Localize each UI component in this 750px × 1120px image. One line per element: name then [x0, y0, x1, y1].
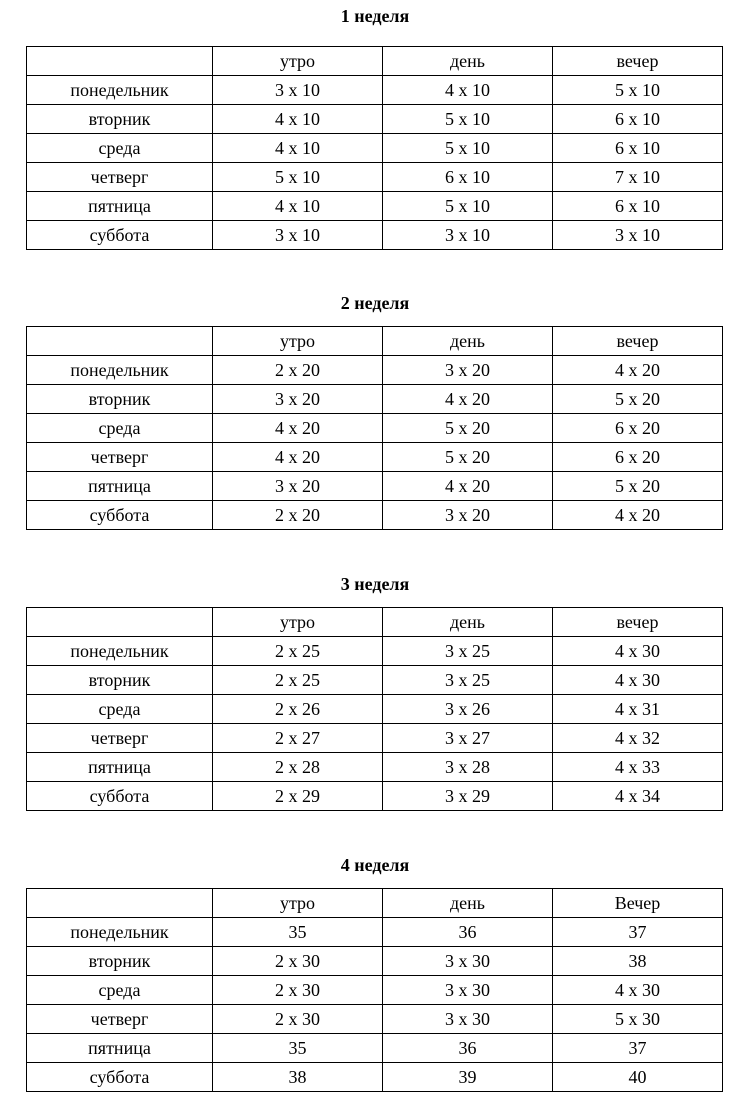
value-cell: 3 x 25 — [383, 666, 553, 695]
table-row — [27, 1005, 723, 1034]
value-cell: 3 x 28 — [383, 753, 553, 782]
header-cell: утро — [213, 47, 383, 76]
value-cell: 5 x 10 — [383, 134, 553, 163]
day-cell: суббота — [27, 221, 213, 250]
value-cell: 4 x 10 — [213, 192, 383, 221]
day-cell: вторник — [27, 385, 213, 414]
header-row — [27, 47, 723, 76]
value-cell: 5 x 30 — [553, 1005, 723, 1034]
value-cell: 3 x 29 — [383, 782, 553, 811]
schedule-table — [26, 46, 723, 250]
value-cell: 4 x 20 — [383, 472, 553, 501]
day-cell: понедельник — [27, 637, 213, 666]
value-cell: 3 x 20 — [383, 356, 553, 385]
value-cell: 5 x 20 — [383, 414, 553, 443]
value-cell: 5 x 20 — [383, 443, 553, 472]
value-cell: 4 x 30 — [553, 666, 723, 695]
value-cell: 6 x 10 — [553, 134, 723, 163]
value-cell: 35 — [213, 918, 383, 947]
table-row — [27, 163, 723, 192]
table-row — [27, 192, 723, 221]
header-cell — [27, 608, 213, 637]
header-cell: вечер — [553, 47, 723, 76]
header-cell — [27, 327, 213, 356]
header-cell: день — [383, 327, 553, 356]
value-cell: 4 x 10 — [213, 134, 383, 163]
value-cell: 5 x 10 — [553, 76, 723, 105]
week-title: 4 неделя — [340, 855, 410, 875]
table-row — [27, 695, 723, 724]
value-cell: 4 x 20 — [213, 443, 383, 472]
table-row — [27, 356, 723, 385]
table-row — [27, 1063, 723, 1092]
header-cell: утро — [213, 327, 383, 356]
value-cell: 4 x 10 — [383, 76, 553, 105]
schedule-table — [26, 607, 723, 811]
table-row — [27, 443, 723, 472]
value-cell: 4 x 30 — [553, 637, 723, 666]
table-row — [27, 414, 723, 443]
header-row — [27, 327, 723, 356]
header-row — [27, 889, 723, 918]
table-row — [27, 637, 723, 666]
value-cell: 4 x 20 — [383, 385, 553, 414]
header-cell: утро — [213, 889, 383, 918]
day-cell: вторник — [27, 105, 213, 134]
value-cell: 2 x 20 — [213, 356, 383, 385]
value-cell: 3 x 27 — [383, 724, 553, 753]
value-cell: 3 x 30 — [383, 976, 553, 1005]
value-cell: 4 x 32 — [553, 724, 723, 753]
value-cell: 4 x 33 — [553, 753, 723, 782]
table-row — [27, 666, 723, 695]
value-cell: 5 x 10 — [213, 163, 383, 192]
header-cell: вечер — [553, 327, 723, 356]
value-cell: 2 x 30 — [213, 1005, 383, 1034]
day-cell: суббота — [27, 1063, 213, 1092]
day-cell: понедельник — [27, 76, 213, 105]
value-cell: 2 x 25 — [213, 637, 383, 666]
value-cell: 3 x 10 — [213, 221, 383, 250]
value-cell: 3 x 30 — [383, 1005, 553, 1034]
value-cell: 38 — [213, 1063, 383, 1092]
value-cell: 2 x 29 — [213, 782, 383, 811]
value-cell: 6 x 10 — [383, 163, 553, 192]
day-cell: суббота — [27, 782, 213, 811]
value-cell: 7 x 10 — [553, 163, 723, 192]
value-cell: 37 — [553, 1034, 723, 1063]
value-cell: 5 x 20 — [553, 472, 723, 501]
day-cell: понедельник — [27, 356, 213, 385]
table-row — [27, 918, 723, 947]
value-cell: 37 — [553, 918, 723, 947]
value-cell: 5 x 10 — [383, 192, 553, 221]
schedule-table — [26, 888, 723, 1092]
header-cell: Вечер — [553, 889, 723, 918]
value-cell: 4 x 10 — [213, 105, 383, 134]
value-cell: 3 x 26 — [383, 695, 553, 724]
table-row — [27, 724, 723, 753]
value-cell: 3 x 10 — [383, 221, 553, 250]
day-cell: вторник — [27, 947, 213, 976]
day-cell: среда — [27, 976, 213, 1005]
table-row — [27, 947, 723, 976]
value-cell: 2 x 28 — [213, 753, 383, 782]
value-cell: 4 x 31 — [553, 695, 723, 724]
day-cell: пятница — [27, 1034, 213, 1063]
header-cell — [27, 47, 213, 76]
day-cell: четверг — [27, 443, 213, 472]
day-cell: пятница — [27, 753, 213, 782]
table-row — [27, 501, 723, 530]
value-cell: 3 x 30 — [383, 947, 553, 976]
value-cell: 3 x 25 — [383, 637, 553, 666]
day-cell: четверг — [27, 163, 213, 192]
value-cell: 4 x 20 — [553, 501, 723, 530]
value-cell: 2 x 25 — [213, 666, 383, 695]
value-cell: 5 x 20 — [553, 385, 723, 414]
header-cell — [27, 889, 213, 918]
value-cell: 3 x 10 — [553, 221, 723, 250]
table-row — [27, 134, 723, 163]
value-cell: 3 x 20 — [213, 385, 383, 414]
day-cell: пятница — [27, 472, 213, 501]
table-row — [27, 221, 723, 250]
schedule-table — [26, 326, 723, 530]
value-cell: 6 x 10 — [553, 192, 723, 221]
value-cell: 3 x 20 — [213, 472, 383, 501]
value-cell: 36 — [383, 918, 553, 947]
header-cell: утро — [213, 608, 383, 637]
day-cell: понедельник — [27, 918, 213, 947]
header-cell: день — [383, 889, 553, 918]
value-cell: 3 x 10 — [213, 76, 383, 105]
value-cell: 5 x 10 — [383, 105, 553, 134]
value-cell: 40 — [553, 1063, 723, 1092]
table-row — [27, 753, 723, 782]
value-cell: 4 x 20 — [553, 356, 723, 385]
day-cell: среда — [27, 695, 213, 724]
week-title: 1 неделя — [340, 6, 410, 26]
day-cell: четверг — [27, 1005, 213, 1034]
value-cell: 2 x 26 — [213, 695, 383, 724]
header-row — [27, 608, 723, 637]
value-cell: 4 x 20 — [213, 414, 383, 443]
day-cell: четверг — [27, 724, 213, 753]
day-cell: среда — [27, 134, 213, 163]
table-row — [27, 472, 723, 501]
header-cell: день — [383, 47, 553, 76]
table-row — [27, 105, 723, 134]
table-row — [27, 782, 723, 811]
day-cell: суббота — [27, 501, 213, 530]
table-row — [27, 385, 723, 414]
value-cell: 3 x 20 — [383, 501, 553, 530]
table-row — [27, 1034, 723, 1063]
header-cell: день — [383, 608, 553, 637]
value-cell: 4 x 30 — [553, 976, 723, 1005]
day-cell: пятница — [27, 192, 213, 221]
value-cell: 36 — [383, 1034, 553, 1063]
table-row — [27, 976, 723, 1005]
value-cell: 4 x 34 — [553, 782, 723, 811]
value-cell: 35 — [213, 1034, 383, 1063]
value-cell: 6 x 20 — [553, 414, 723, 443]
value-cell: 2 x 20 — [213, 501, 383, 530]
value-cell: 39 — [383, 1063, 553, 1092]
day-cell: вторник — [27, 666, 213, 695]
value-cell: 6 x 20 — [553, 443, 723, 472]
value-cell: 2 x 30 — [213, 947, 383, 976]
header-cell: вечер — [553, 608, 723, 637]
value-cell: 6 x 10 — [553, 105, 723, 134]
table-row — [27, 76, 723, 105]
value-cell: 2 x 27 — [213, 724, 383, 753]
week-title: 2 неделя — [340, 293, 410, 313]
day-cell: среда — [27, 414, 213, 443]
week-title: 3 неделя — [340, 574, 410, 594]
value-cell: 38 — [553, 947, 723, 976]
value-cell: 2 x 30 — [213, 976, 383, 1005]
